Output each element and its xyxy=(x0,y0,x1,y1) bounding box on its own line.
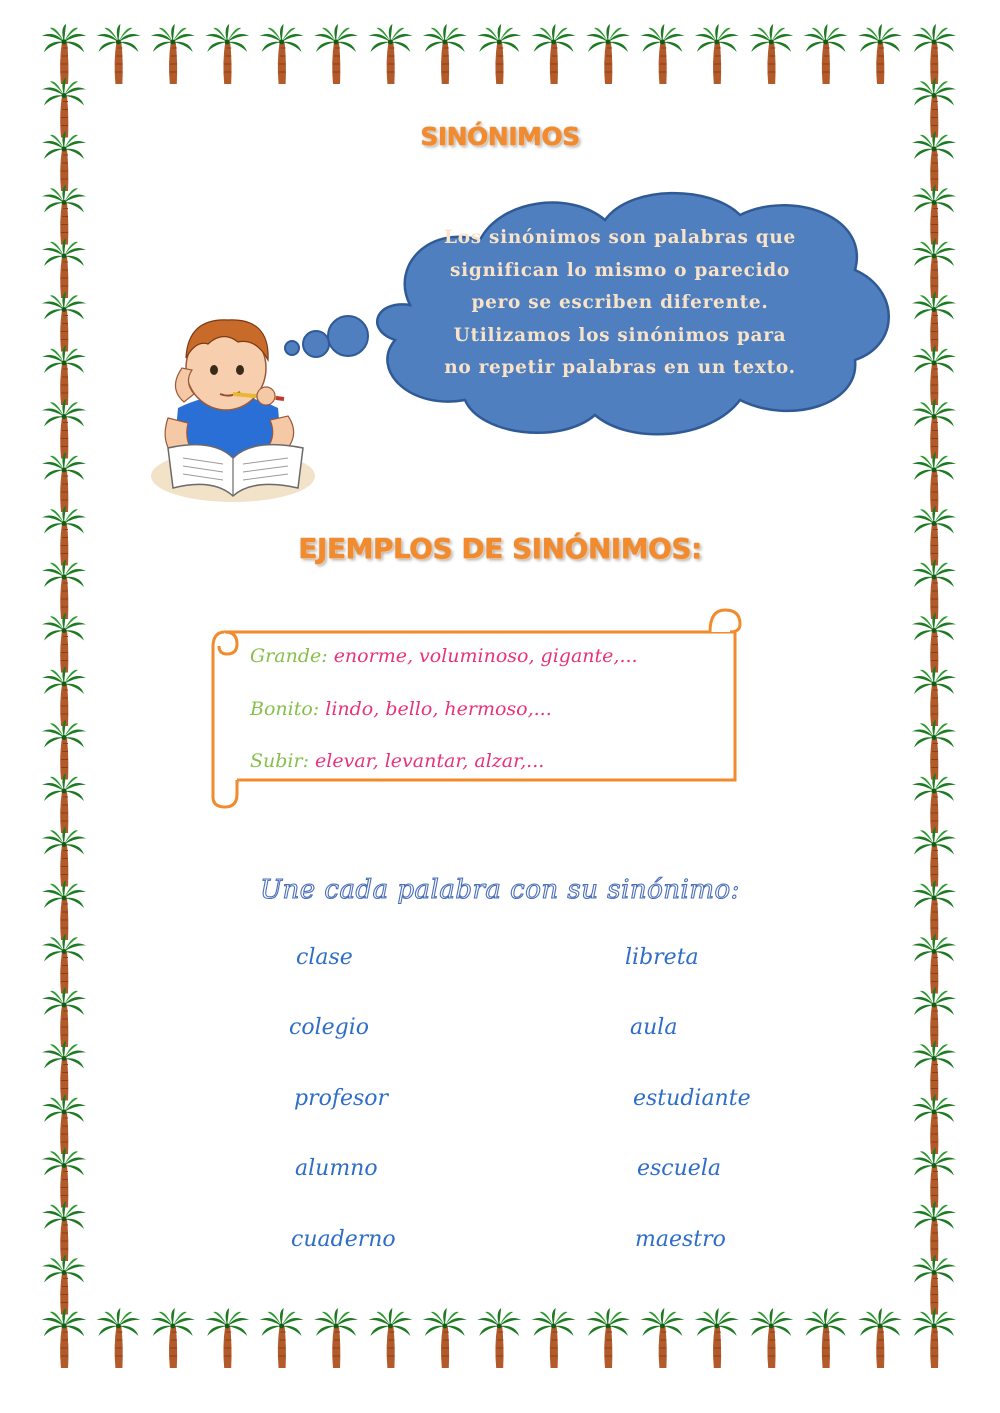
left-word-alumno[interactable]: alumno xyxy=(295,1156,378,1181)
palm-tree-icon xyxy=(42,1148,86,1208)
palm-tree-icon xyxy=(532,24,576,84)
palm-tree-icon xyxy=(477,1308,521,1368)
palm-tree-icon xyxy=(42,666,86,726)
palm-tree-icon xyxy=(42,1255,86,1315)
palm-tree-icon xyxy=(368,1308,412,1368)
thinking-boy-illustration xyxy=(138,298,318,508)
exercise-instruction: Une cada palabra con su sinónimo: xyxy=(260,875,740,905)
example-word: Subir: xyxy=(250,750,309,772)
page-title: SINÓNIMOS xyxy=(420,122,580,151)
example-word: Grande: xyxy=(250,645,328,667)
palm-tree-icon xyxy=(912,934,956,994)
palm-tree-icon xyxy=(804,1308,848,1368)
palm-tree-icon xyxy=(42,345,86,405)
palm-tree-icon xyxy=(858,24,902,84)
right-word-libreta[interactable]: libreta xyxy=(625,945,699,970)
palm-tree-icon xyxy=(858,1308,902,1368)
palm-tree-icon xyxy=(42,934,86,994)
palm-tree-icon xyxy=(42,238,86,298)
palm-tree-icon xyxy=(912,1094,956,1154)
palm-tree-icon xyxy=(640,24,684,84)
palm-tree-icon xyxy=(314,24,358,84)
palm-tree-icon xyxy=(42,559,86,619)
palm-tree-icon xyxy=(368,24,412,84)
definition-line: pero se escriben diferente. xyxy=(471,292,769,313)
palm-tree-icon xyxy=(695,1308,739,1368)
palm-tree-icon xyxy=(912,292,956,352)
palm-tree-icon xyxy=(423,24,467,84)
palm-tree-icon xyxy=(912,987,956,1047)
palm-tree-icon xyxy=(151,1308,195,1368)
palm-tree-icon xyxy=(912,399,956,459)
palm-tree-icon xyxy=(912,24,956,84)
palm-tree-icon xyxy=(912,452,956,512)
example-synonyms: lindo, bello, hermoso,... xyxy=(325,698,552,720)
palm-tree-icon xyxy=(912,1255,956,1315)
palm-tree-icon xyxy=(912,185,956,245)
palm-tree-icon xyxy=(912,1041,956,1101)
palm-tree-icon xyxy=(42,1094,86,1154)
palm-tree-icon xyxy=(912,345,956,405)
palm-tree-icon xyxy=(912,1201,956,1261)
palm-tree-icon xyxy=(42,452,86,512)
palm-tree-icon xyxy=(205,24,249,84)
palm-tree-icon xyxy=(586,1308,630,1368)
palm-tree-icon xyxy=(423,1308,467,1368)
example-word: Bonito: xyxy=(250,698,320,720)
definition-line: no repetir palabras en un texto. xyxy=(444,357,796,378)
palm-tree-icon xyxy=(42,1201,86,1261)
palm-tree-icon xyxy=(912,720,956,780)
palm-tree-icon xyxy=(42,720,86,780)
palm-tree-icon xyxy=(42,613,86,673)
palm-tree-icon xyxy=(912,1308,956,1368)
palm-tree-icon xyxy=(42,1308,86,1368)
palm-tree-icon xyxy=(912,1148,956,1208)
palm-tree-icon xyxy=(912,666,956,726)
palm-tree-icon xyxy=(586,24,630,84)
examples-heading: EJEMPLOS DE SINÓNIMOS: xyxy=(298,532,702,565)
palm-tree-icon xyxy=(205,1308,249,1368)
palm-tree-icon xyxy=(260,1308,304,1368)
left-word-clase[interactable]: clase xyxy=(296,945,353,970)
right-word-estudiante[interactable]: estudiante xyxy=(633,1086,751,1111)
palm-tree-icon xyxy=(532,1308,576,1368)
palm-tree-icon xyxy=(912,559,956,619)
palm-tree-icon xyxy=(42,987,86,1047)
palm-tree-icon xyxy=(912,238,956,298)
palm-tree-icon xyxy=(42,773,86,833)
definition-text xyxy=(420,222,820,385)
palm-tree-icon xyxy=(912,613,956,673)
palm-tree-icon xyxy=(96,24,140,84)
left-word-colegio[interactable]: colegio xyxy=(289,1015,369,1040)
palm-tree-icon xyxy=(477,24,521,84)
right-word-maestro[interactable]: maestro xyxy=(635,1227,726,1252)
palm-tree-icon xyxy=(42,292,86,352)
right-word-escuela[interactable]: escuela xyxy=(637,1156,721,1181)
left-word-cuaderno[interactable]: cuaderno xyxy=(291,1227,396,1252)
example-line xyxy=(250,750,544,772)
example-synonyms: elevar, levantar, alzar,... xyxy=(315,750,545,772)
palm-tree-icon xyxy=(640,1308,684,1368)
example-line xyxy=(250,645,638,667)
palm-tree-icon xyxy=(96,1308,140,1368)
example-synonyms: enorme, voluminoso, gigante,... xyxy=(333,645,638,667)
palm-tree-icon xyxy=(42,1041,86,1101)
palm-tree-icon xyxy=(749,24,793,84)
definition-line: Los sinónimos son palabras que xyxy=(444,227,796,248)
palm-tree-icon xyxy=(42,185,86,245)
palm-tree-icon xyxy=(314,1308,358,1368)
right-word-aula[interactable]: aula xyxy=(630,1015,678,1040)
definition-line: significan lo mismo o parecido xyxy=(450,259,790,281)
palm-tree-icon xyxy=(804,24,848,84)
palm-tree-icon xyxy=(912,773,956,833)
palm-tree-icon xyxy=(42,399,86,459)
palm-tree-icon xyxy=(260,24,304,84)
palm-tree-icon xyxy=(42,24,86,84)
palm-tree-icon xyxy=(695,24,739,84)
example-line xyxy=(250,698,552,720)
left-word-profesor[interactable]: profesor xyxy=(294,1086,389,1111)
definition-line: Utilizamos los sinónimos para xyxy=(453,324,787,346)
palm-tree-icon xyxy=(151,24,195,84)
palm-tree-icon xyxy=(749,1308,793,1368)
